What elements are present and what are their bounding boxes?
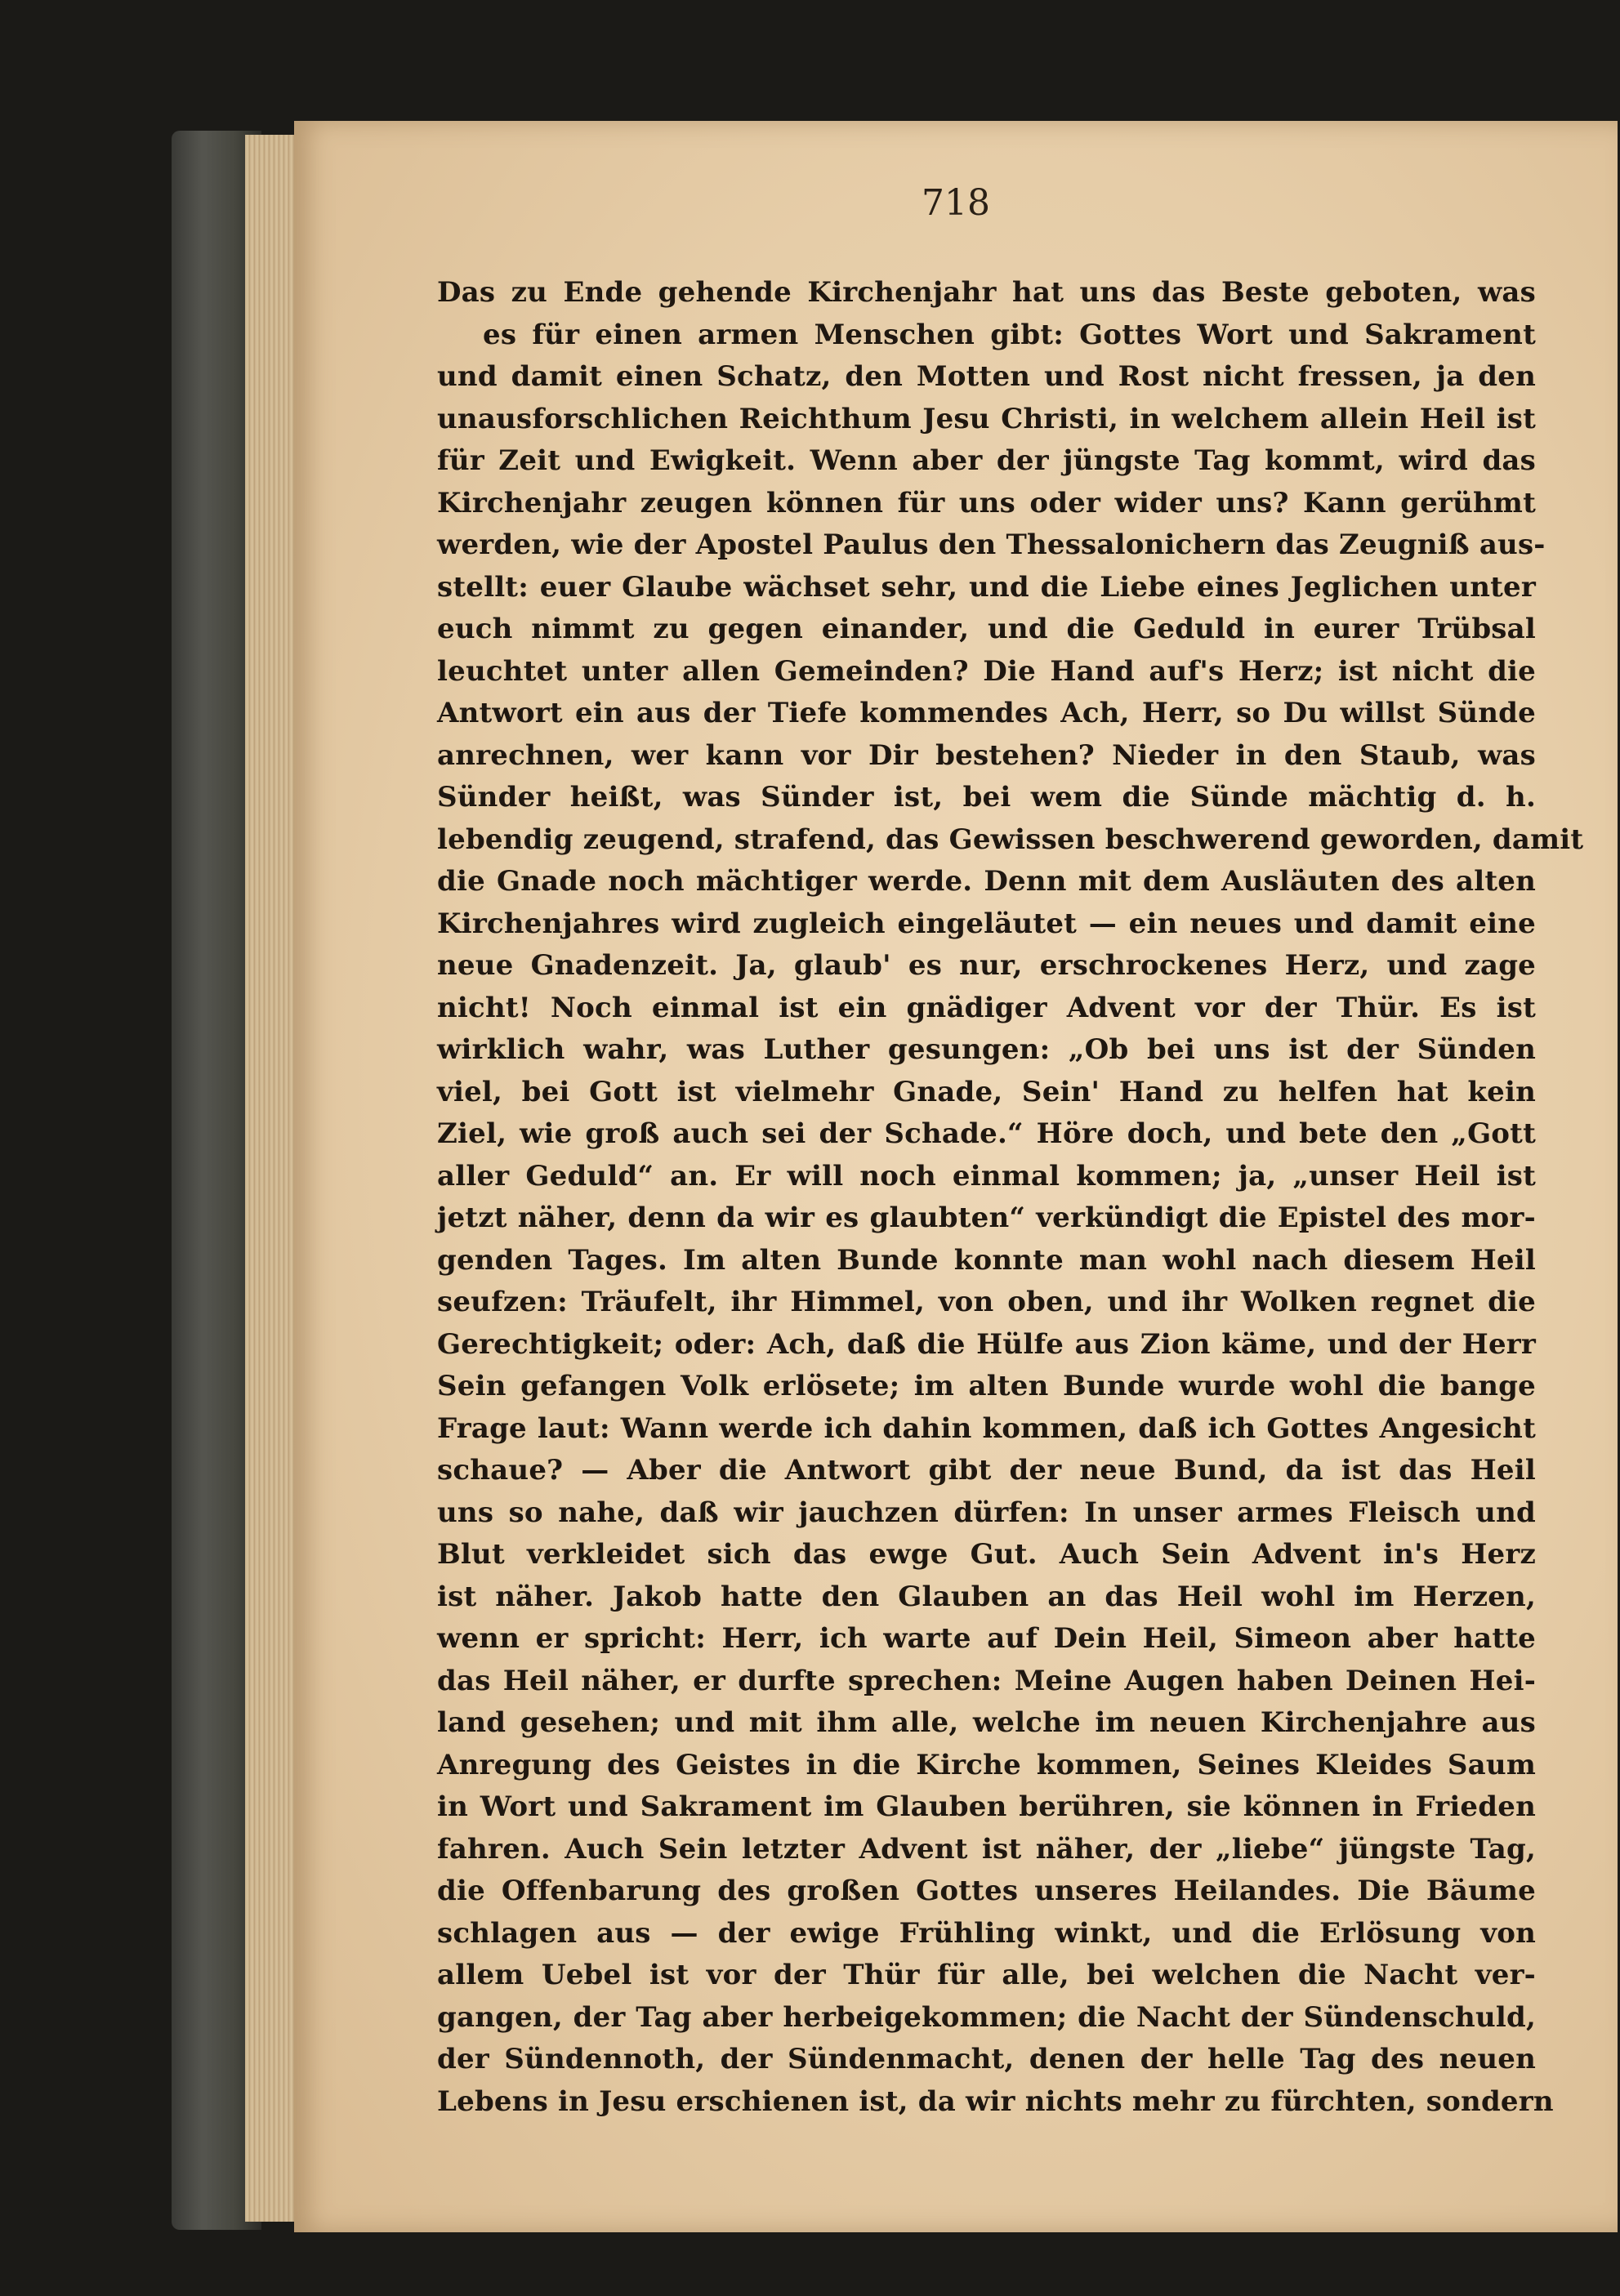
text-line: nicht! Noch einmal ist ein gnädiger Advent vor der Thür. Es ist bbox=[437, 991, 1536, 1024]
text-line: unausforschlichen Reichthum Jesu Christi, in welchem allein Heil ist bbox=[437, 402, 1536, 435]
text-line: schaue? — Aber die Antwort gibt der neue Bund, da ist das Heil bbox=[437, 1454, 1536, 1487]
text-line: in Wort und Sakrament im Glauben berühren, sie können in Frieden bbox=[437, 1790, 1536, 1823]
text-line: genden Tages. Im alten Bunde konnte man wohl nach diesem Heil bbox=[437, 1243, 1536, 1277]
text-line: uns so nahe, daß wir jauchzen dürfen: In unser armes Fleisch und bbox=[437, 1496, 1536, 1529]
text-line: und damit einen Schatz, den Motten und Rost nicht fressen, ja den bbox=[437, 360, 1536, 393]
text-line: viel, bei Gott ist vielmehr Gnade, Sein' Hand zu helfen hat kein bbox=[437, 1075, 1536, 1108]
text-line: euch nimmt zu gegen einander, und die Geduld in eurer Trübsal bbox=[437, 613, 1536, 645]
text-line: Ziel, wie groß auch sei der Schade.“ Höre doch, und bete den „Gott bbox=[437, 1117, 1536, 1150]
text-line: Anregung des Geistes in die Kirche kommen, Seines Kleides Saum bbox=[437, 1748, 1536, 1781]
text-line: seufzen: Träufelt, ihr Himmel, von oben, und ihr Wolken regnet die bbox=[437, 1286, 1536, 1318]
text-line: Frage laut: Wann werde ich dahin kommen, daß ich Gottes Angesicht bbox=[437, 1411, 1536, 1445]
text-line: lebendig zeugend, strafend, das Gewissen beschwerend geworden, damit bbox=[437, 823, 1584, 856]
book-page bbox=[294, 121, 1618, 2232]
text-line: Blut verkleidet sich das ewge Gut. Auch Sein Advent in's Herz bbox=[437, 1538, 1536, 1571]
text-line: fahren. Auch Sein letzter Advent ist näher, der „liebe“ jüngste Tag, bbox=[437, 1832, 1536, 1866]
text-line: das Heil näher, er durfte sprechen: Meine Augen haben Deinen Hei- bbox=[437, 1664, 1536, 1697]
text-line: anrechnen, wer kann vor Dir bestehen? Nieder in den Staub, was bbox=[437, 738, 1536, 772]
text-line: Lebens in Jesu erschienen ist, da wir nichts mehr zu fürchten, sondern bbox=[437, 2084, 1554, 2118]
text-line: Kirchenjahr zeugen können für uns oder wider uns? Kann gerühmt bbox=[437, 486, 1536, 519]
text-line: wenn er spricht: Herr, ich warte auf Dein Heil, Simeon aber hatte bbox=[437, 1622, 1536, 1655]
text-line: schlagen aus — der ewige Frühling winkt, und die Erlösung von bbox=[437, 1916, 1536, 1950]
text-line: leuchtet unter allen Gemeinden? Die Hand auf's Herz; ist nicht die bbox=[437, 654, 1536, 688]
text-line: stellt: euer Glaube wächset sehr, und die Liebe eines Jeglichen unter bbox=[437, 570, 1536, 604]
text-line: Sein gefangen Volk erlösete; im alten Bunde wurde wohl die bange bbox=[437, 1370, 1536, 1402]
page-number: 718 bbox=[922, 182, 990, 224]
text-line: der Sündennoth, der Sündenmacht, denen der helle Tag des neuen bbox=[437, 2043, 1536, 2075]
text-line: jetzt näher, denn da wir es glaubten“ verkündigt die Epistel des mor- bbox=[437, 1201, 1536, 1234]
text-line: Antwort ein aus der Tiefe kommendes Ach, Herr, so Du willst Sünde bbox=[437, 697, 1536, 729]
text-line: wirklich wahr, was Luther gesungen: „Ob bei uns ist der Sünden bbox=[437, 1033, 1536, 1066]
text-line: aller Geduld“ an. Er will noch einmal kommen; ja, „unser Heil ist bbox=[437, 1159, 1536, 1193]
text-line: Das zu Ende gehende Kirchenjahr hat uns das Beste geboten, was bbox=[437, 276, 1536, 309]
body-text bbox=[437, 272, 1584, 2123]
text-line: land gesehen; und mit ihm alle, welche im neuen Kirchenjahre aus bbox=[437, 1706, 1536, 1739]
text-line: Kirchenjahres wird zugleich eingeläutet — ein neues und damit eine bbox=[437, 907, 1536, 940]
text-line: die Offenbarung des großen Gottes unseres Heilandes. Die Bäume bbox=[437, 1875, 1536, 1907]
text-line: werden, wie der Apostel Paulus den Thessalonichern das Zeugniß aus- bbox=[437, 528, 1546, 561]
text-line: Gerechtigkeit; oder: Ach, daß die Hülfe aus Zion käme, und der Herr bbox=[437, 1327, 1536, 1361]
text-line: die Gnade noch mächtiger werde. Denn mit dem Ausläuten des alten bbox=[437, 865, 1536, 898]
text-line: ist näher. Jakob hatte den Glauben an das Heil wohl im Herzen, bbox=[437, 1580, 1536, 1613]
text-line: gangen, der Tag aber herbeigekommen; die Nacht der Sündenschuld, bbox=[437, 2000, 1536, 2034]
text-line: allem Uebel ist vor der Thür für alle, bei welchen die Nacht ver- bbox=[437, 1959, 1536, 1991]
text-line: es für einen armen Menschen gibt: Gottes Wort und Sakrament bbox=[483, 318, 1536, 351]
text-line: Sünder heißt, was Sünder ist, bei wem die Sünde mächtig d. h. bbox=[437, 781, 1536, 814]
text-line: für Zeit und Ewigkeit. Wenn aber der jüngste Tag kommt, wird das bbox=[437, 444, 1536, 477]
text-line: neue Gnadenzeit. Ja, glaub' es nur, erschrockenes Herz, und zage bbox=[437, 949, 1536, 982]
